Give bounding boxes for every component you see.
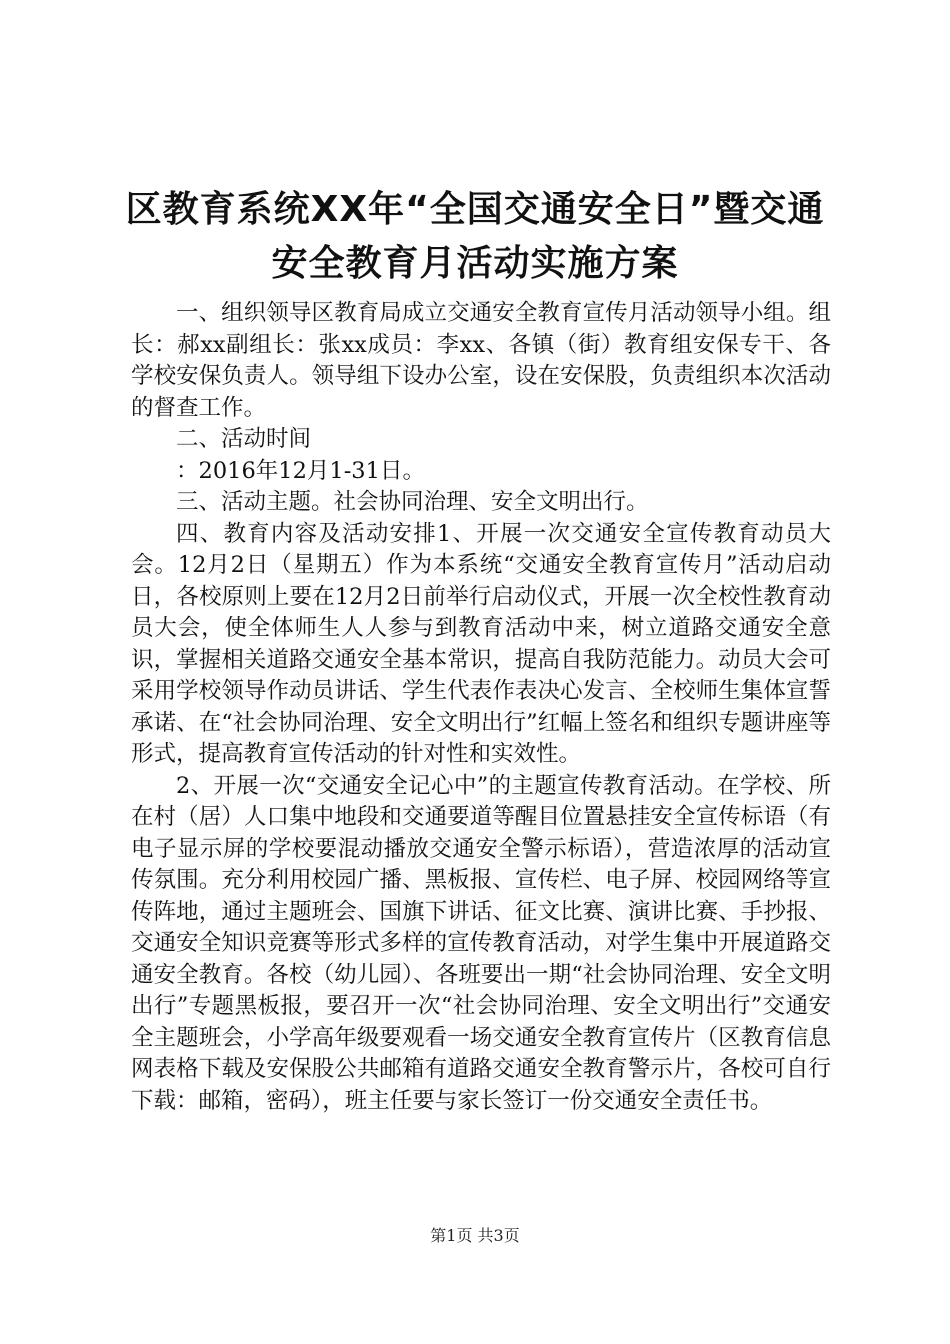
paragraph-time-value: ：2016年12月1-31日。 (176, 457, 425, 484)
page-number-footer: 第1页 共3页 (430, 1226, 520, 1245)
paragraph-publicity-activity: 2、开展一次“交通安全记心中”的主题宣传教育活动。在学校、所在村（居）人口集中地段和交通要道等醒目位置悬挂安全宣传标语（有电子显示屏的学校要混动播放交通安全警示标语），营造浓厚的活动宣传氛围。充分利用校园广播、黑板报、宣传栏、电子屏、校园网络等宣传阵地，通过主题班会、国旗下讲话、征文比赛、演讲比赛、手抄报、交通安全知识竞赛等形式多样的宣传教育活动，对学生集中开展道路交通安全教育。各校（幼儿园）、各班要出一期“社会协同治理、安全文明出行”专题黑板报，要召开一次“社会协同治理、安全文明出行”交通安全主题班会，小学高年级要观看一场交通安全教育宣传片（区教育信息网表格下载及安保股公共邮箱有道路交通安全教育警示片，各校可自行下载：邮箱，密码），班主任要与家长签订一份交通安全责任书。 (131, 772, 831, 1114)
paragraph-time-heading: 二、活动时间 (176, 426, 312, 452)
paragraph-content-arrangement: 四、教育内容及活动安排1、开展一次交通安全宣传教育动员大会。12月2日（星期五）作为本系统“交通安全教育宣传月”活动启动日，各校原则上要在12月2日前举行启动仪式，开展一次全校性教育动员大会，使全体师生人人参与到教育活动中来，树立道路交通安全意识，掌握相关道路交通安全基本常识，提高自我防范能力。动员大会可采用学校领导作动员讲话、学生代表作表决心发言、全校师生集体宣誓承诺、在“社会协同治理、安全文明出行”红幅上签名和组织专题讲座等形式，提高教育宣传活动的针对性和实效性。 (131, 520, 831, 767)
document-title-line-1: 区教育系统XX年“全国交通安全日”暨交通 (125, 189, 825, 230)
paragraph-organization: 一、组织领导区教育局成立交通安全教育宣传月活动领导小组。组长：郝xx副组长：张xx成员：李xx、各镇（街）教育组安保专干、各学校安保负责人。领导组下设办公室，设在安保股，负责组织本次活动的督查工作。 (131, 300, 831, 421)
document-title-line-2: 安全教育月活动实施方案 (271, 243, 679, 284)
document-body (131, 298, 831, 1117)
paragraph-theme: 三、活动主题。社会协同治理、安全文明出行。 (176, 489, 649, 515)
